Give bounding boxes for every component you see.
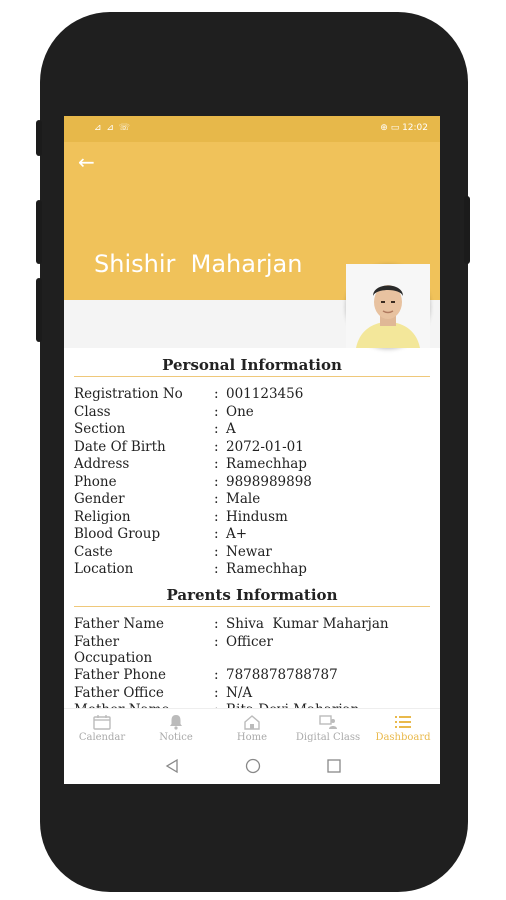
row-colon: :: [214, 667, 219, 683]
row-colon: :: [214, 616, 219, 632]
row-value: 001123456: [226, 386, 304, 402]
bottom-nav: [64, 708, 440, 751]
app-screen: [64, 116, 440, 784]
parents-info-title: Parents Information: [166, 586, 338, 604]
row-label: Address: [74, 456, 130, 472]
row-colon: :: [214, 491, 219, 507]
row-value: Shiva Kumar Maharjan: [226, 616, 389, 632]
row-label: Class: [74, 403, 111, 420]
home-icon: [243, 714, 261, 730]
row-colon: :: [214, 526, 219, 542]
row-label: Father Name: [74, 616, 165, 632]
row-label: Father Occupation: [74, 633, 153, 666]
status-bar: [64, 116, 440, 142]
row-colon: :: [214, 403, 219, 420]
row-value: 9898989898: [226, 473, 312, 490]
status-clock: ⊕ ▭ 12:02: [380, 123, 428, 133]
row-value: 2072-01-01: [226, 438, 304, 455]
signal-icons: ⊿ ⊿ ☏: [94, 123, 132, 133]
nav-notice[interactable]: [146, 709, 206, 751]
system-nav-bar: [64, 750, 440, 784]
section-divider: [74, 606, 430, 607]
row-colon: :: [214, 508, 219, 525]
row-value: N/A: [226, 684, 253, 701]
calendar-icon: [93, 714, 111, 730]
bell-icon: [168, 714, 184, 730]
nav-dashboard[interactable]: [368, 709, 438, 751]
back-arrow-icon[interactable]: ←: [78, 150, 95, 174]
row-value: Male: [226, 491, 261, 507]
nav-home[interactable]: [222, 709, 282, 751]
row-colon: :: [214, 421, 219, 437]
row-value: 7878878788787: [226, 667, 338, 683]
row-colon: :: [214, 543, 219, 560]
row-colon: :: [214, 633, 219, 650]
nav-label: Home: [236, 732, 268, 743]
volume-up-button: [36, 200, 42, 264]
row-label: Registration No: [74, 386, 183, 402]
home-circle-icon[interactable]: [244, 758, 262, 774]
row-value: A: [226, 421, 236, 437]
volume-down-button: [36, 278, 42, 342]
row-label: Location: [74, 561, 134, 577]
personal-info-title: Personal Information: [162, 356, 342, 374]
row-value: One: [226, 403, 254, 420]
row-value: Officer: [226, 633, 273, 650]
row-value: Ramechhap: [226, 561, 307, 577]
row-label: Phone: [74, 473, 117, 490]
row-value: Hindusm: [226, 508, 288, 525]
nav-label: Dashboard: [375, 732, 431, 743]
list-icon: [394, 714, 412, 730]
nav-digital-class[interactable]: [292, 709, 364, 751]
person-photo-icon: [346, 264, 430, 348]
row-value: Newar: [226, 543, 272, 560]
row-colon: :: [214, 438, 219, 455]
nav-label: Notice: [159, 732, 193, 743]
student-name: Shishir Maharjan: [94, 250, 303, 278]
row-value: A+: [226, 526, 248, 542]
row-colon: :: [214, 386, 219, 402]
row-label: Religion: [74, 508, 131, 525]
row-label: Father Office: [74, 684, 164, 701]
row-colon: :: [214, 561, 219, 577]
power-button: [36, 120, 42, 156]
nav-label: Calendar: [78, 732, 126, 743]
row-label: Section: [74, 421, 126, 437]
nav-calendar[interactable]: [72, 709, 132, 751]
row-label: Caste: [74, 543, 113, 560]
section-divider: [74, 376, 430, 377]
row-colon: :: [214, 684, 219, 701]
row-value: Ramechhap: [226, 456, 307, 472]
nav-label: Digital Class: [295, 732, 361, 743]
row-colon: :: [214, 473, 219, 490]
row-label: Blood Group: [74, 526, 161, 542]
row-colon: :: [214, 456, 219, 472]
row-label: Father Phone: [74, 667, 166, 683]
digital-class-icon: [319, 714, 337, 730]
back-triangle-icon[interactable]: [164, 758, 180, 774]
row-label: Gender: [74, 491, 125, 507]
row-label: Date Of Birth: [74, 438, 166, 455]
profile-content: [64, 348, 440, 708]
avatar[interactable]: [346, 264, 430, 348]
side-button-right: [464, 196, 470, 264]
recent-apps-icon[interactable]: [326, 758, 342, 774]
